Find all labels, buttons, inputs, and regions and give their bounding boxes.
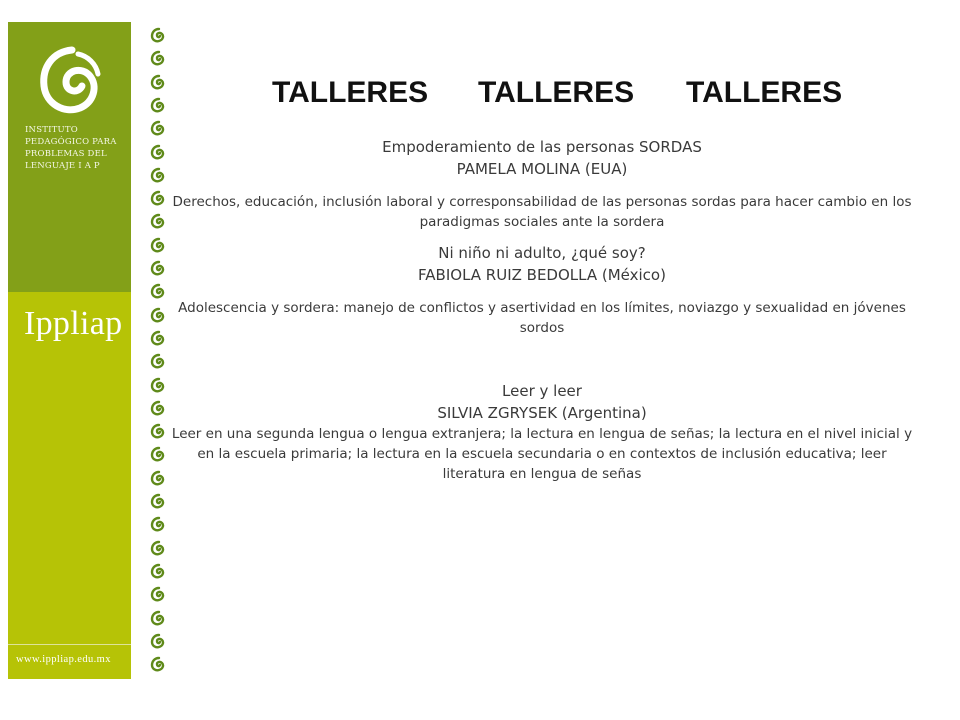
workshop-speaker: FABIOLA RUIZ BEDOLLA (México): [418, 266, 666, 284]
small-spiral-icon: [150, 190, 166, 206]
institute-line: LENGUAJE I A P: [25, 161, 100, 171]
page-title: TALLERES: [478, 76, 635, 109]
workshop-item: [170, 242, 914, 338]
small-spiral-icon: [150, 353, 166, 369]
spiral-logo-icon: [38, 46, 102, 116]
page-title-row: [272, 76, 843, 116]
page-title: TALLERES: [272, 76, 429, 109]
institute-line: INSTITUTO: [25, 125, 78, 135]
brand-name: Ippliap: [24, 305, 123, 342]
small-spiral-icon: [150, 144, 166, 160]
small-spiral-icon: [150, 470, 166, 486]
small-spiral-icon: [150, 27, 166, 43]
small-spiral-icon: [150, 610, 166, 626]
small-spiral-icon: [150, 423, 166, 439]
sidebar-top-panel: [8, 22, 131, 292]
institute-name: [25, 124, 129, 172]
institute-line: PROBLEMAS DEL: [25, 149, 107, 159]
workshop-title: Empoderamiento de las personas SORDAS: [382, 138, 702, 156]
workshop-description: Leer en una segunda lengua o lengua extranjera; la lectura en lengua de señas; la lectura en el nivel inicial y en la escuela primaria; la lectura en la escuela secundaria o en contextos de inclusión educativa; leer literatura en lengua de señas: [171, 426, 913, 482]
workshop-speaker: SILVIA ZGRYSEK (Argentina): [437, 404, 647, 422]
decorative-spiral-column: [150, 27, 170, 677]
small-spiral-icon: [150, 237, 166, 253]
workshop-title: Leer y leer: [502, 382, 582, 400]
small-spiral-icon: [150, 74, 166, 90]
small-spiral-icon: [150, 516, 166, 532]
workshop-speaker: PAMELA MOLINA (EUA): [456, 160, 628, 178]
workshop-title: Ni niño ni adulto, ¿qué soy?: [438, 244, 646, 262]
website-link[interactable]: www.ippliap.edu.mx: [16, 654, 111, 665]
small-spiral-icon: [150, 493, 166, 509]
institute-line: PEDAGÓGICO PARA: [25, 137, 117, 147]
sidebar-banner: [8, 22, 131, 678]
small-spiral-icon: [150, 377, 166, 393]
workshop-item: [170, 136, 914, 232]
small-spiral-icon: [150, 446, 166, 462]
page-title: TALLERES: [686, 76, 843, 109]
small-spiral-icon: [150, 283, 166, 299]
small-spiral-icon: [150, 167, 166, 183]
workshop-description: Adolescencia y sordera: manejo de conflictos y asertividad en los límites, noviazgo y sexualidad en jóvenes sordos: [178, 300, 906, 336]
small-spiral-icon: [150, 120, 166, 136]
sidebar-footer: [8, 644, 131, 679]
small-spiral-icon: [150, 330, 166, 346]
workshop-list: [170, 136, 914, 484]
workshop-description: Derechos, educación, inclusión laboral y corresponsabilidad de las personas sordas para hacer cambio en los paradigmas sociales ante la sordera: [172, 194, 912, 230]
small-spiral-icon: [150, 307, 166, 323]
small-spiral-icon: [150, 213, 166, 229]
small-spiral-icon: [150, 400, 166, 416]
workshop-item: [170, 380, 914, 484]
small-spiral-icon: [150, 50, 166, 66]
small-spiral-icon: [150, 260, 166, 276]
small-spiral-icon: [150, 563, 166, 579]
small-spiral-icon: [150, 633, 166, 649]
small-spiral-icon: [150, 540, 166, 556]
small-spiral-icon: [150, 97, 166, 113]
small-spiral-icon: [150, 656, 166, 672]
sidebar-brand-panel: [8, 292, 131, 644]
small-spiral-icon: [150, 586, 166, 602]
